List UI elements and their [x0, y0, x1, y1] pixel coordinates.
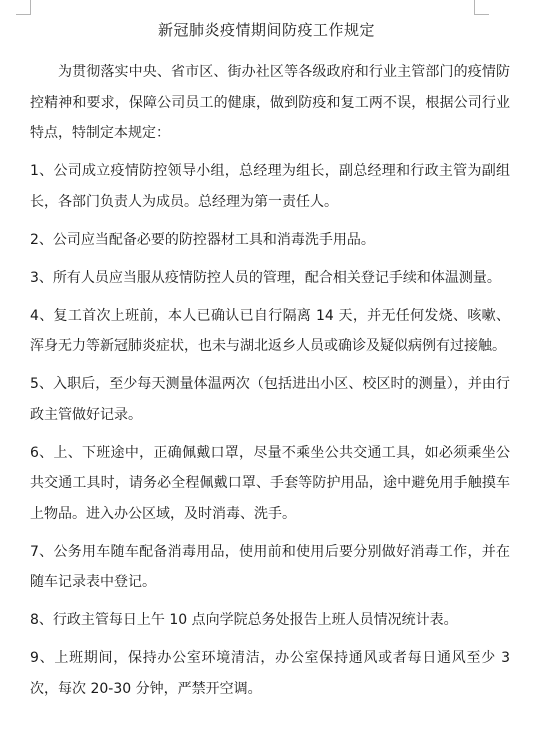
page-corner-mark-left — [16, 0, 31, 15]
document-title: 新冠肺炎疫情期间防疫工作规定 — [157, 21, 375, 39]
rule-item-8: 8、行政主管每日上午 10 点向学院总务处报告上班人员情况统计表。 — [30, 612, 458, 628]
rule-item-6: 6、上、下班途中，正确佩戴口罩，尽量不乘坐公共交通工具，如必须乘坐公共交通工具时，请务必全程佩戴口罩、手套等防护用品，途中避免用手触摸车上物品。进入办公区域，及时消毒、洗手。 — [30, 444, 510, 522]
page-corner-mark-right — [474, 0, 489, 15]
rule-item-9: 9、上班期间，保持办公室环境清洁，办公室保持通风或者每日通风至少 3 次，每次 20-30 分钟，严禁开空调。 — [30, 650, 510, 697]
rule-item-3: 3、所有人员应当服从疫情防控人员的管理，配合相关登记手续和体温测量。 — [30, 269, 501, 286]
rule-item-1: 1、公司成立疫情防控领导小组，总经理为组长，副总经理和行政主管为副组长，各部门负责人为成员。总经理为第一责任人。 — [30, 163, 510, 210]
rule-item-5: 5、入职后，至少每天测量体温两次（包括进出小区、校区时的测量），并由行政主管做好记录。 — [30, 376, 510, 423]
rule-item-7: 7、公务用车随车配备消毒用品，使用前和使用后要分别做好消毒工作，并在随车记录表中登记。 — [30, 543, 510, 590]
intro-paragraph: 为贯彻落实中央、省市区、街办社区等各级政府和行业主管部门的疫情防控精神和要求，保障公司员工的健康，做到防疫和复工两不误，根据公司行业特点，特制定本规定： — [30, 64, 510, 141]
rule-item-4: 4、复工首次上班前，本人已确认已自行隔离 14 天，并无任何发烧、咳嗽、浑身无力等新冠肺炎症状，也未与湖北返乡人员或确诊及疑似病例有过接触。 — [30, 307, 510, 354]
document-body — [30, 57, 510, 712]
rule-item-2: 2、公司应当配备必要的防控器材工具和消毒洗手用品。 — [30, 231, 375, 248]
